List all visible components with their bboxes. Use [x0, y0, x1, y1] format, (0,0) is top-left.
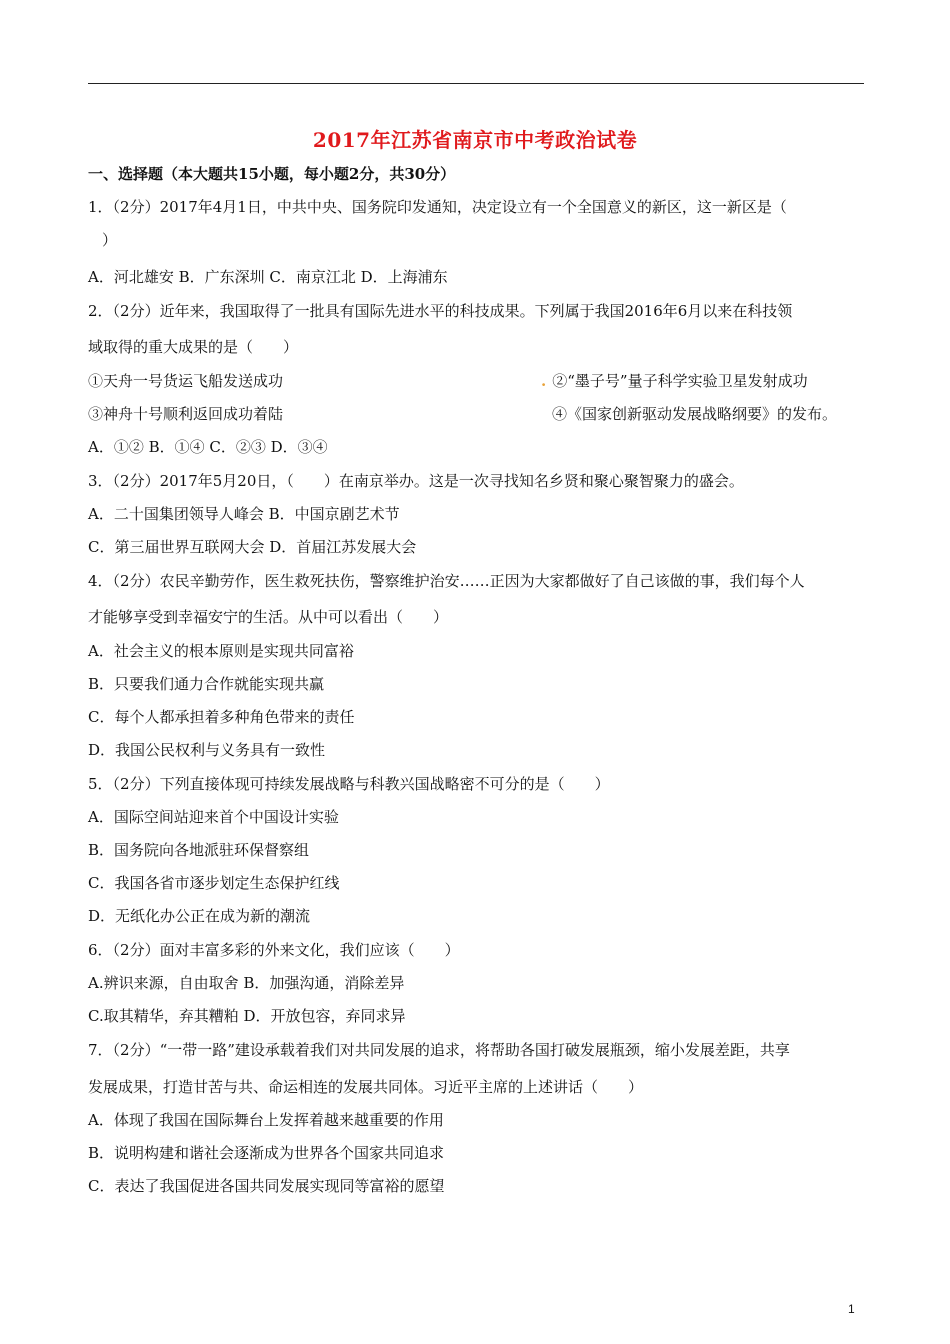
section-heading: 一、选择题（本大题共15小题，每小题2分，共30分） [88, 165, 456, 183]
question-4-option-c: C．每个人都承担着多种角色带来的责任 [88, 708, 355, 726]
question-5-option-a: A．国际空间站迎来首个中国设计实验 [88, 808, 339, 826]
page-title: 2017年江苏省南京市中考政治试卷 [312, 128, 638, 152]
question-7-stem-cont: 发展成果，打造甘苦与共、命运相连的发展共同体。习近平主席的上述讲话（ ） [88, 1078, 644, 1096]
question-4-option-d: D．我国公民权利与义务具有一致性 [88, 741, 326, 759]
question-4-option-a: A．社会主义的根本原则是实现共同富裕 [88, 642, 354, 660]
question-2-item-2-wrap [541, 371, 808, 391]
question-2-item-4: ④《国家创新驱动发展战略纲要》的发布。 [552, 405, 838, 423]
header-rule [88, 83, 864, 84]
question-3-options-cd: C．第三届世界互联网大会 D．首届江苏发展大会 [88, 538, 417, 556]
question-5-option-b: B．国务院向各地派驻环保督察组 [88, 841, 310, 859]
question-2-stem: 2．（2分）近年来，我国取得了一批具有国际先进水平的科技成果。下列属于我国2016年6月以来在科技领 [88, 302, 793, 320]
question-7-option-c: C．表达了我国促进各国共同发展实现同等富裕的愿望 [88, 1177, 445, 1195]
question-1-stem: 1．（2分）2017年4月1日，中共中央、国务院印发通知，决定设立有一个全国意义的新区，这一新区是（ [88, 198, 787, 216]
question-3-options-ab: A．二十国集团领导人峰会 B．中国京剧艺术节 [88, 505, 400, 523]
question-2-stem-cont: 域取得的重大成果的是（ ） [88, 338, 299, 356]
question-3-stem: 3．（2分）2017年5月20日，（ ）在南京举办。这是一次寻找知名乡贤和聚心聚智聚力的盛会。 [88, 472, 744, 490]
question-2-item-2: ②“墨子号”量子科学实验卫星发射成功 [552, 372, 808, 390]
question-5-option-c: C．我国各省市逐步划定生态保护红线 [88, 874, 340, 892]
page-number: 1 [848, 1302, 855, 1316]
question-7-option-a: A．体现了我国在国际舞台上发挥着越来越重要的作用 [88, 1111, 444, 1129]
question-1-options: A．河北雄安 B．广东深圳 C．南京江北 D．上海浦东 [88, 268, 448, 286]
question-7-option-b: B．说明构建和谐社会逐渐成为世界各个国家共同追求 [88, 1144, 445, 1162]
question-2-item-3: ③神舟十号顺利返回成功着陆 [88, 405, 284, 423]
question-2-options: A．①② B．①④ C．②③ D．③④ [88, 438, 328, 456]
question-1-stem-cont: ） [102, 231, 118, 249]
question-2-item-1: ①天舟一号货运飞船发送成功 [88, 372, 284, 390]
question-4-option-b: B．只要我们通力合作就能实现共赢 [88, 675, 325, 693]
question-6-options-cd: C.取其精华，弃其糟粕 D．开放包容，弃同求异 [88, 1007, 406, 1025]
question-6-options-ab: A.辨识来源，自由取舍 B．加强沟通，消除差异 [88, 974, 405, 992]
question-4-stem: 4．（2分）农民辛勤劳作，医生救死扶伤，警察维护治安……正因为大家都做好了自己该做的事，我们每个人 [88, 572, 805, 590]
question-4-stem-cont: 才能够享受到幸福安宁的生活。从中可以看出（ ） [88, 608, 449, 626]
question-6-stem: 6．（2分）面对丰富多彩的外来文化，我们应该（ ） [88, 941, 460, 959]
question-5-stem: 5．（2分）下列直接体现可持续发展战略与科教兴国战略密不可分的是（ ） [88, 775, 610, 793]
question-7-stem: 7．（2分）“一带一路”建设承载着我们对共同发展的追求，将帮助各国打破发展瓶颈，缩小发展差距，共享 [88, 1041, 790, 1059]
mark-dot: . [541, 372, 547, 390]
question-5-option-d: D．无纸化办公正在成为新的潮流 [88, 907, 311, 925]
